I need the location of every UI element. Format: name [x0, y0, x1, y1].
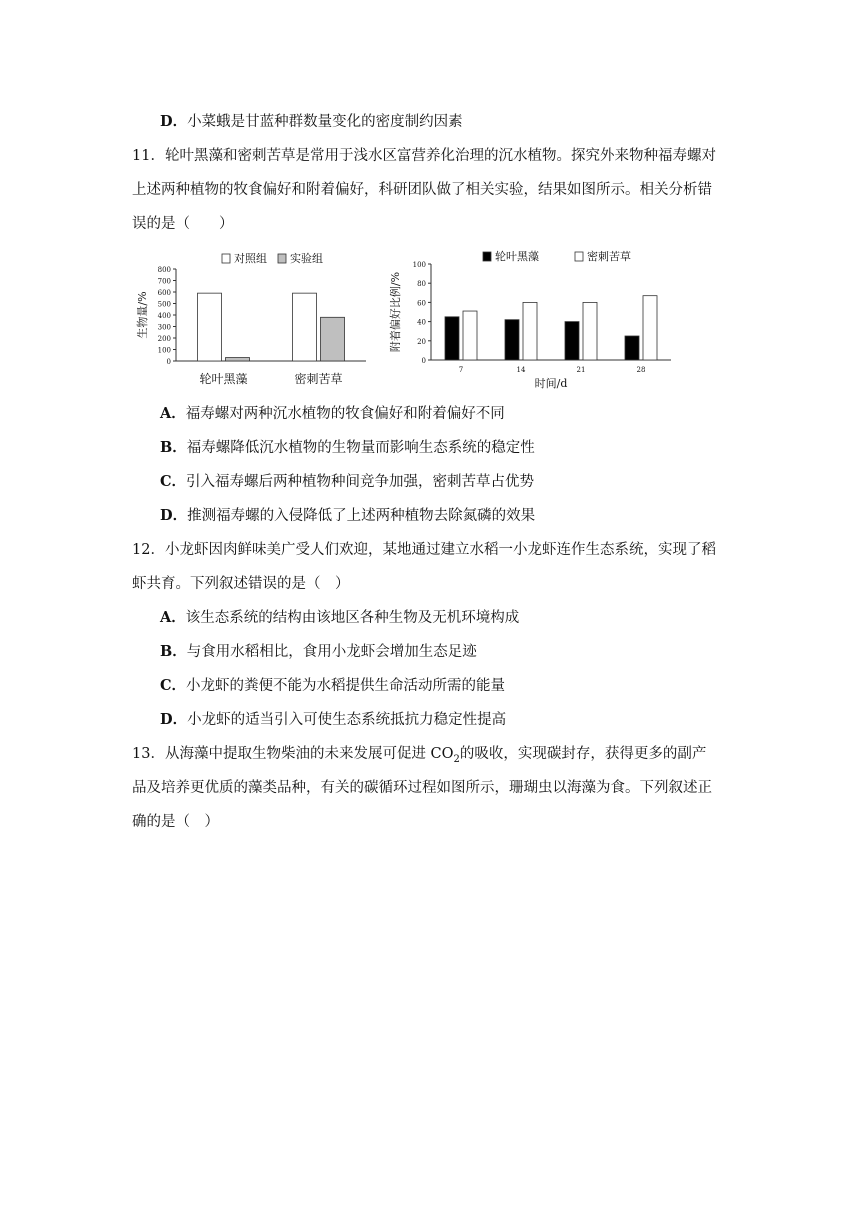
y-axis-label: 生物量/% [136, 291, 149, 339]
y-tick-label: 800 [157, 266, 171, 274]
x-tick-label: 21 [576, 366, 586, 374]
prev-option-d [160, 112, 463, 132]
bar-密刺苦草-7 [463, 311, 477, 360]
y-tick-label: 500 [157, 300, 171, 309]
x-tick-label: 14 [516, 366, 526, 374]
option-text: 与食用水稻相比，食用小龙虾会增加生态足迹 [186, 644, 477, 660]
y-tick-label: 700 [157, 277, 171, 286]
legend-swatch [575, 252, 583, 261]
bar-对照组-密刺苦草 [293, 293, 317, 361]
q12-line-1: 12．小龙虾因肉鲜味美广受人们欢迎，某地通过建立水稻一小龙虾连作生态系统，实现了稻 [132, 542, 716, 558]
option-label: D． [160, 113, 188, 130]
y-tick-label: 0 [166, 358, 171, 366]
option-text: 该生态系统的结构由该地区各种生物及无机环境构成 [185, 610, 520, 626]
option-text: 小菜蛾是甘蓝种群数量变化的密度制约因素 [187, 114, 463, 130]
y-tick-label: 80 [417, 280, 426, 289]
bar-轮叶黑藻-21 [565, 322, 579, 360]
legend-swatch [278, 254, 286, 263]
bar-对照组-轮叶黑藻 [198, 293, 222, 361]
option-label: D． [160, 711, 188, 728]
bar-实验组-轮叶黑藻 [226, 358, 250, 361]
y-tick-label: 400 [157, 312, 171, 320]
bar-轮叶黑藻-7 [445, 317, 459, 360]
q11-option-d [160, 506, 535, 526]
q11-option-c [160, 472, 534, 492]
option-label: A． [160, 609, 186, 626]
option-text: 福寿螺降低沉水植物的生物量而影响生态系统的稳定性 [186, 440, 535, 456]
x-axis-label: 时间/d [534, 377, 568, 390]
bar-密刺苦草-21 [583, 302, 597, 360]
bar-实验组-密刺苦草 [321, 317, 345, 361]
q11-option-a [160, 404, 505, 424]
q11-option-b [160, 438, 535, 458]
x-tick-label: 轮叶黑藻 [199, 372, 248, 386]
q11-line-2: 上述两种植物的牧食偏好和附着偏好，科研团队做了相关实验，结果如图所示。相关分析错 [132, 182, 712, 198]
option-label: C． [160, 677, 187, 694]
option-text: 推测福寿螺的入侵降低了上述两种植物去除氮磷的效果 [187, 508, 536, 524]
bar-轮叶黑藻-14 [505, 320, 519, 360]
legend-label: 轮叶黑藻 [495, 250, 539, 263]
y-tick-label: 200 [157, 335, 171, 343]
y-tick-label: 600 [157, 289, 171, 297]
legend-label: 实验组 [290, 252, 323, 265]
legend-label: 密刺苦草 [587, 250, 631, 263]
q12-option-d [160, 710, 506, 730]
q12-line-2: 虾共育。下列叙述错误的是（ ） [132, 576, 350, 592]
option-text: 福寿螺对两种沉水植物的牧食偏好和附着偏好不同 [185, 406, 505, 422]
subscript-2: 2 [453, 753, 460, 765]
bar-密刺苦草-28 [643, 296, 657, 360]
y-tick-label: 60 [417, 299, 426, 308]
option-label: B． [160, 643, 187, 660]
option-text: 引入福寿螺后两种植物种间竞争加强，密刺苦草占优势 [186, 474, 535, 490]
q12-option-b [160, 642, 477, 662]
legend-swatch [222, 254, 230, 263]
legend-swatch [483, 252, 491, 261]
bar-密刺苦草-14 [523, 302, 537, 360]
q11-line-3: 误的是（ ） [132, 216, 234, 232]
q12-option-c [160, 676, 505, 696]
option-label: A． [160, 405, 186, 422]
q13-line-2: 品及培养更优质的藻类品种，有关的碳循环过程如图所示，珊瑚虫以海藻为食。下列叙述正 [132, 780, 712, 796]
x-tick-label: 28 [636, 366, 646, 374]
y-tick-label: 100 [157, 346, 171, 355]
q13-line-3: 确的是（ ） [132, 814, 219, 830]
option-text: 小龙虾的粪便不能为水稻提供生命活动所需的能量 [186, 678, 506, 694]
option-label: D． [160, 507, 188, 524]
y-tick-label: 20 [417, 337, 426, 346]
legend-label: 对照组 [234, 252, 267, 265]
q13-line-1 [132, 744, 706, 770]
option-label: C． [160, 473, 187, 490]
y-axis-label: 附着偏好比例/% [389, 271, 402, 353]
y-tick-label: 300 [157, 323, 171, 332]
y-tick-label: 0 [421, 357, 426, 365]
x-tick-label: 7 [458, 366, 464, 374]
y-tick-label: 40 [417, 318, 426, 327]
y-tick-label: 100 [412, 261, 426, 269]
q12-option-a [160, 608, 519, 628]
q13-text-b: 的吸收，实现碳封存，获得更多的副产 [459, 746, 707, 762]
bar-轮叶黑藻-28 [625, 336, 639, 360]
option-text: 小龙虾的适当引入可使生态系统抵抗力稳定性提高 [187, 712, 507, 728]
q11-line-1: 11．轮叶黑藻和密刺苦草是常用于浅水区富营养化治理的沉水植物。探究外来物种福寿螺对 [132, 148, 716, 164]
x-tick-label: 密刺苦草 [294, 372, 343, 386]
q13-text-a: 13．从海藻中提取生物柴油的未来发展可促进 CO [132, 746, 454, 762]
attachment-chart [385, 244, 705, 394]
biomass-chart [132, 244, 382, 394]
option-label: B． [160, 439, 187, 456]
